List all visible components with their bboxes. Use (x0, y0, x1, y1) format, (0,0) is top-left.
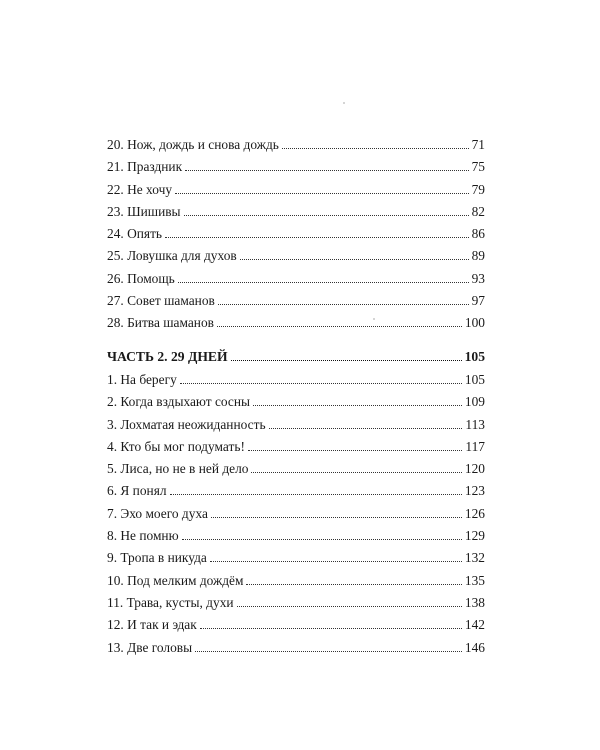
toc-entry-title: 23. Шишивы (107, 203, 181, 219)
toc-entry[interactable] (107, 245, 485, 267)
toc-entry[interactable] (107, 201, 485, 223)
toc-entry[interactable] (107, 637, 485, 659)
toc-entry-page: 71 (471, 137, 485, 152)
toc-entry[interactable] (107, 391, 485, 413)
toc-entry-page: 100 (464, 315, 485, 331)
toc-entry[interactable] (107, 223, 485, 245)
toc-entry-title: 1. На берегу (107, 372, 177, 387)
toc-entry-title: 4. Кто бы мог подумать! (107, 438, 245, 454)
toc-entry-title: 12. И так и эдак (107, 617, 197, 633)
dot-leader (195, 650, 462, 652)
toc-part2-list (107, 345, 485, 659)
toc-entry[interactable] (107, 525, 485, 547)
toc-entry[interactable] (107, 547, 485, 569)
toc-entry-page: 120 (464, 461, 485, 477)
toc-entry-page: 132 (464, 550, 485, 566)
dot-leader (178, 281, 469, 283)
dot-leader (210, 560, 462, 562)
toc-entry-page: 97 (471, 293, 485, 309)
toc-entry-title: 20. Нож, дождь и снова дождь (107, 137, 279, 152)
dot-leader (218, 303, 469, 305)
dot-leader (231, 359, 462, 361)
dot-leader (237, 605, 462, 607)
paper-speck (343, 102, 345, 104)
toc-entry-page: 93 (471, 270, 485, 286)
toc-entry-page: 105 (464, 372, 485, 387)
toc-entry-title: 26. Помощь (107, 270, 175, 286)
toc-entry-title: 11. Трава, кусты, духи (107, 594, 234, 610)
toc-entry-page: 117 (465, 438, 485, 454)
toc-entry[interactable] (107, 290, 485, 312)
toc-entry-page: 146 (464, 639, 485, 655)
toc-entry[interactable] (107, 414, 485, 436)
toc-entry-title: 3. Лохматая неожиданность (107, 416, 266, 432)
toc-entry-title: 8. Не помню (107, 528, 179, 544)
toc-entry-title: 27. Совет шаманов (107, 293, 215, 309)
toc-entry[interactable] (107, 268, 485, 290)
toc-entry-page: 138 (464, 594, 485, 610)
part-heading-title: ЧАСТЬ 2. 29 ДНЕЙ (107, 349, 228, 364)
toc-entry-page: 79 (471, 181, 485, 197)
toc-entry-page: 142 (464, 617, 485, 633)
toc-entry-title: 24. Опять (107, 226, 163, 242)
toc-entry-page: 82 (471, 203, 485, 219)
dot-leader (246, 583, 461, 585)
toc-entry-page: 129 (464, 528, 485, 544)
toc-entry-page: 86 (471, 226, 485, 242)
toc-entry-title: 9. Тропа в никуда (107, 550, 207, 566)
toc-entry[interactable] (107, 156, 485, 178)
dot-leader (185, 169, 469, 171)
toc-entry-page: 89 (471, 248, 485, 264)
toc-entry-page: 109 (464, 394, 485, 410)
toc-entry[interactable] (107, 134, 485, 156)
dot-leader (240, 258, 469, 260)
toc-entry-page: 75 (471, 159, 485, 175)
dot-leader (282, 147, 469, 149)
toc-entry-page: 126 (464, 505, 485, 521)
toc-entry-title: 22. Не хочу (107, 181, 173, 197)
dot-leader (182, 538, 462, 540)
dot-leader (184, 214, 469, 216)
dot-leader (211, 516, 462, 518)
dot-leader (248, 449, 463, 451)
toc-entry-title: 7. Эхо моего духа (107, 505, 208, 521)
toc-part-heading[interactable] (107, 345, 485, 369)
toc-entry-title: 6. Я понял (107, 483, 167, 499)
toc-entry[interactable] (107, 436, 485, 458)
toc-part1-list (107, 134, 485, 335)
toc-entry-title: 21. Праздник (107, 159, 183, 175)
dot-leader (217, 325, 462, 327)
toc-entry[interactable] (107, 312, 485, 334)
dot-leader (251, 471, 461, 473)
dot-leader (165, 236, 469, 238)
toc-entry[interactable] (107, 503, 485, 525)
toc-entry[interactable] (107, 458, 485, 480)
dot-leader (175, 192, 469, 194)
toc-entry[interactable] (107, 614, 485, 636)
toc-entry-page: 123 (464, 483, 485, 499)
toc-entry-title: 5. Лиса, но не в ней дело (107, 461, 249, 477)
dot-leader (180, 382, 462, 384)
toc-entry-title: 10. Под мелким дождём (107, 572, 244, 588)
toc-entry[interactable] (107, 179, 485, 201)
part-heading-page: 105 (464, 349, 485, 364)
toc-entry-title: 2. Когда вздыхают сосны (107, 394, 251, 410)
dot-leader (269, 427, 463, 429)
toc-entry-title: 13. Две головы (107, 639, 193, 655)
dot-leader (170, 493, 462, 495)
dot-leader (253, 404, 462, 406)
toc-entry-title: 25. Ловушка для духов (107, 248, 237, 264)
toc-entry-page: 135 (464, 572, 485, 588)
dot-leader (200, 627, 462, 629)
toc-entry[interactable] (107, 480, 485, 502)
toc-entry-page: 113 (465, 416, 485, 432)
toc-entry[interactable] (107, 570, 485, 592)
toc-entry[interactable] (107, 369, 485, 391)
toc-entry-title: 28. Битва шаманов (107, 315, 214, 331)
toc-entry[interactable] (107, 592, 485, 614)
